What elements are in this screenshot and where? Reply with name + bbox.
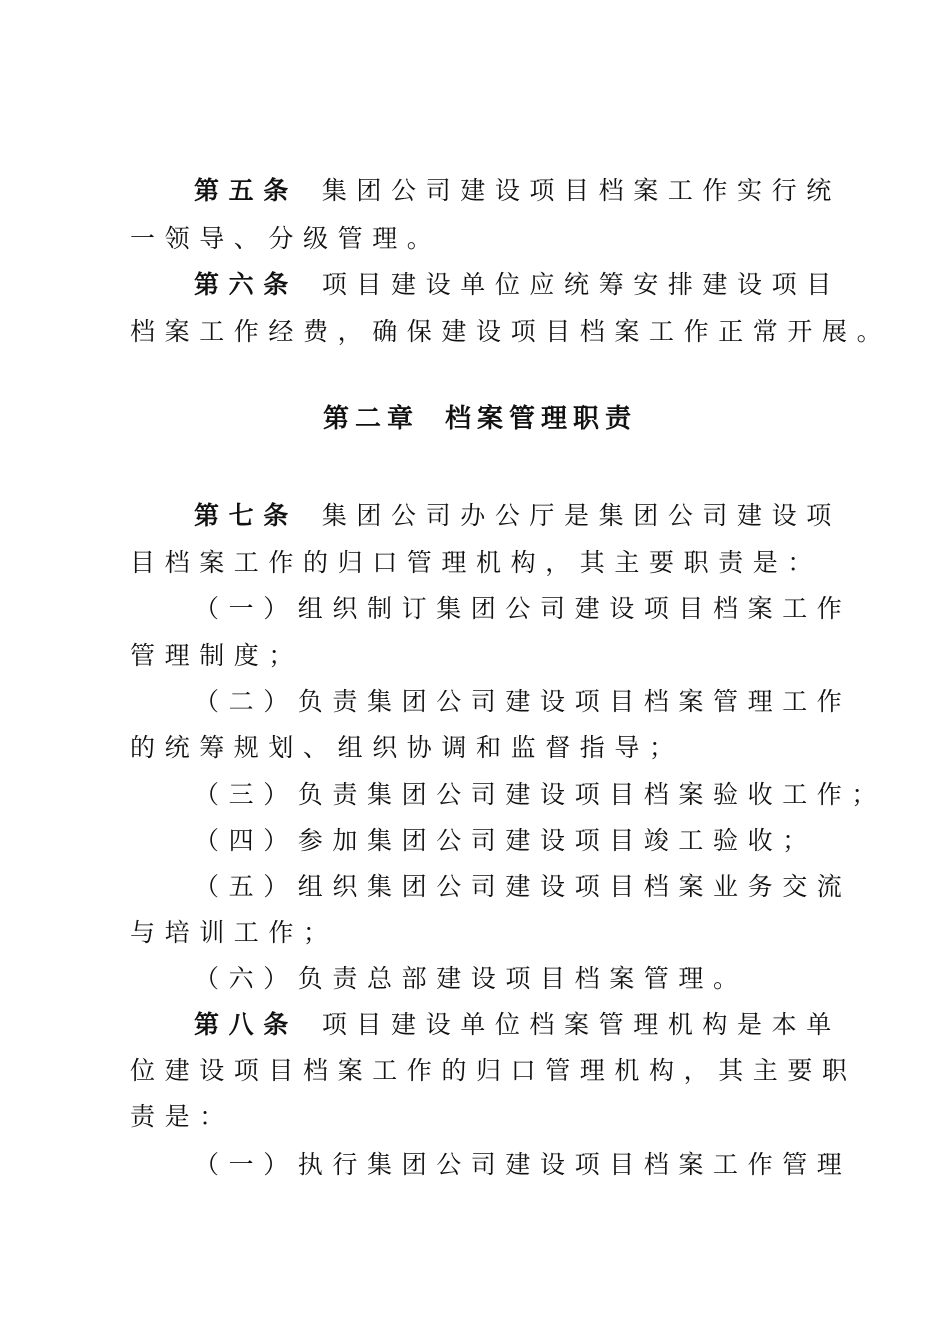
article-7-item-4-line-1: （四）参加集团公司建设项目竣工验收； [194, 826, 817, 855]
article-7-item-5-line-2: 与培训工作； [130, 918, 338, 947]
article-8-text-1: 项目建设单位档案管理机构是本单 [321, 1010, 841, 1039]
article-7-item-1-line-2: 管理制度； [130, 641, 304, 670]
article-7-item-1-line-1: （一）组织制订集团公司建设项目档案工作 [194, 594, 852, 623]
article-6-text-1: 项目建设单位应统筹安排建设项目 [321, 270, 841, 299]
article-8-label: 第八条 [194, 1010, 298, 1039]
article-8-item-1-line-1: （一）执行集团公司建设项目档案工作管理 [194, 1150, 852, 1179]
article-7-item-6-line-1: （六）负责总部建设项目档案管理。 [194, 964, 748, 993]
article-8-line-2: 位建设项目档案工作的归口管理机构，其主要职 [130, 1056, 857, 1085]
article-6-label: 第六条 [194, 270, 298, 299]
article-5-text-1: 集团公司建设项目档案工作实行统 [321, 176, 841, 205]
article-7-label: 第七条 [194, 501, 298, 530]
article-7-line-2: 目档案工作的归口管理机构，其主要职责是： [130, 548, 823, 577]
article-7-item-2-line-2: 的统筹规划、组织协调和监督指导； [130, 733, 684, 762]
article-5-line-1 [130, 168, 894, 214]
article-5-line-2: 一领导、分级管理。 [130, 224, 442, 253]
article-7-text-1: 集团公司办公厅是集团公司建设项 [321, 501, 841, 530]
article-6-line-1 [130, 262, 894, 308]
article-8-line-1 [130, 1002, 894, 1048]
chapter-title: 档案管理职责 [445, 404, 638, 434]
article-7-item-5-line-1: （五）组织集团公司建设项目档案业务交流 [194, 872, 852, 901]
article-6-line-2: 档案工作经费，确保建设项目档案工作正常开展。 [130, 317, 892, 346]
article-8-line-3: 责是： [130, 1102, 234, 1131]
article-7-item-3-line-1: （三）负责集团公司建设项目档案验收工作； [194, 780, 887, 809]
article-5-label: 第五条 [194, 176, 298, 205]
article-7-item-2-line-1: （二）负责集团公司建设项目档案管理工作 [194, 687, 852, 716]
chapter-heading [130, 396, 830, 442]
article-7-line-1 [130, 493, 894, 539]
chapter-number: 第二章 [322, 404, 419, 434]
